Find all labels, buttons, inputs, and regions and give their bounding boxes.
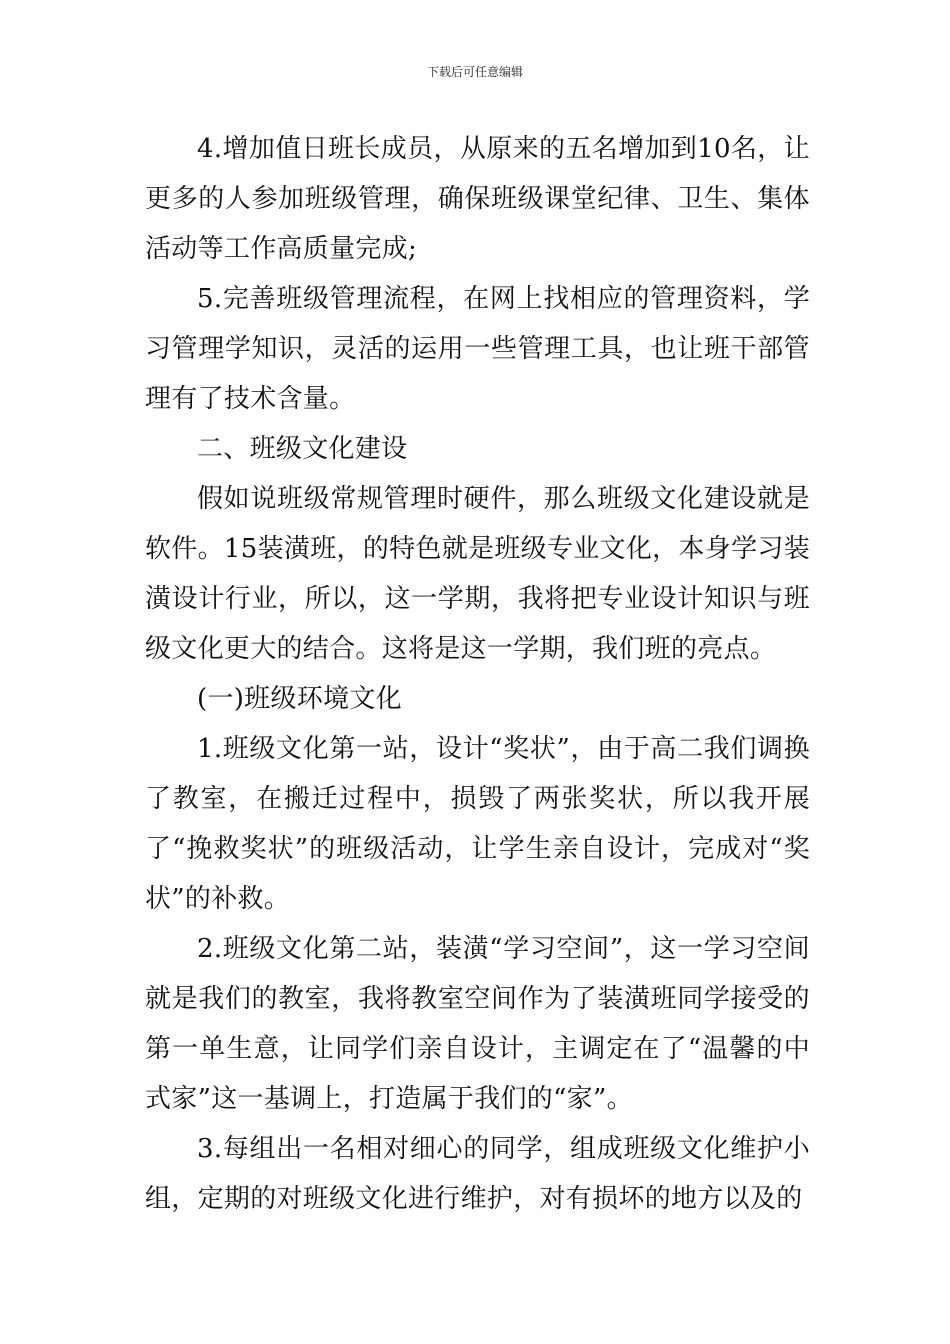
- paragraph-item-4: 4.增加值日班长成员，从原来的五名增加到10名，让更多的人参加班级管理，确保班级课堂纪律、卫生、集体活动等工作高质量完成;: [145, 134, 810, 264]
- document-body: [145, 124, 810, 1224]
- paragraph-culture-intro: 假如说班级常规管理时硬件，那么班级文化建设就是软件。15装潢班，的特色就是班级专业文化，本身学习装潢设计行业，所以，这一学期，我将把专业设计知识与班级文化更大的结合。这将是这一学期，我们班的亮点。: [145, 484, 810, 664]
- paragraph-culture-item-3: 3.每组出一名相对细心的同学，组成班级文化维护小组，定期的对班级文化进行维护，对有损坏的地方以及的: [145, 1134, 810, 1214]
- page-header: 下载后可任意编辑: [426, 65, 523, 79]
- paragraph-culture-item-2: 2.班级文化第二站，装潢“学习空间”，这一学习空间就是我们的教室，我将教室空间作为了装潢班同学接受的第一单生意，让同学们亲自设计，主调定在了“温馨的中式家”这一基调上，打造属于我们的“家”。: [145, 934, 810, 1114]
- paragraph-item-5: 5.完善班级管理流程，在网上找相应的管理资料，学习管理学知识，灵活的运用一些管理工具，也让班干部管理有了技术含量。: [145, 284, 810, 414]
- section-heading-class-culture: 二、班级文化建设: [197, 434, 408, 464]
- paragraph-culture-item-1: 1.班级文化第一站，设计“奖状”，由于高二我们调换了教室，在搬迁过程中，损毁了两张奖状，所以我开展了“挽救奖状”的班级活动，让学生亲自设计，完成对“奖状”的补救。: [145, 734, 810, 914]
- subsection-heading-environment: (一)班级环境文化: [197, 684, 402, 714]
